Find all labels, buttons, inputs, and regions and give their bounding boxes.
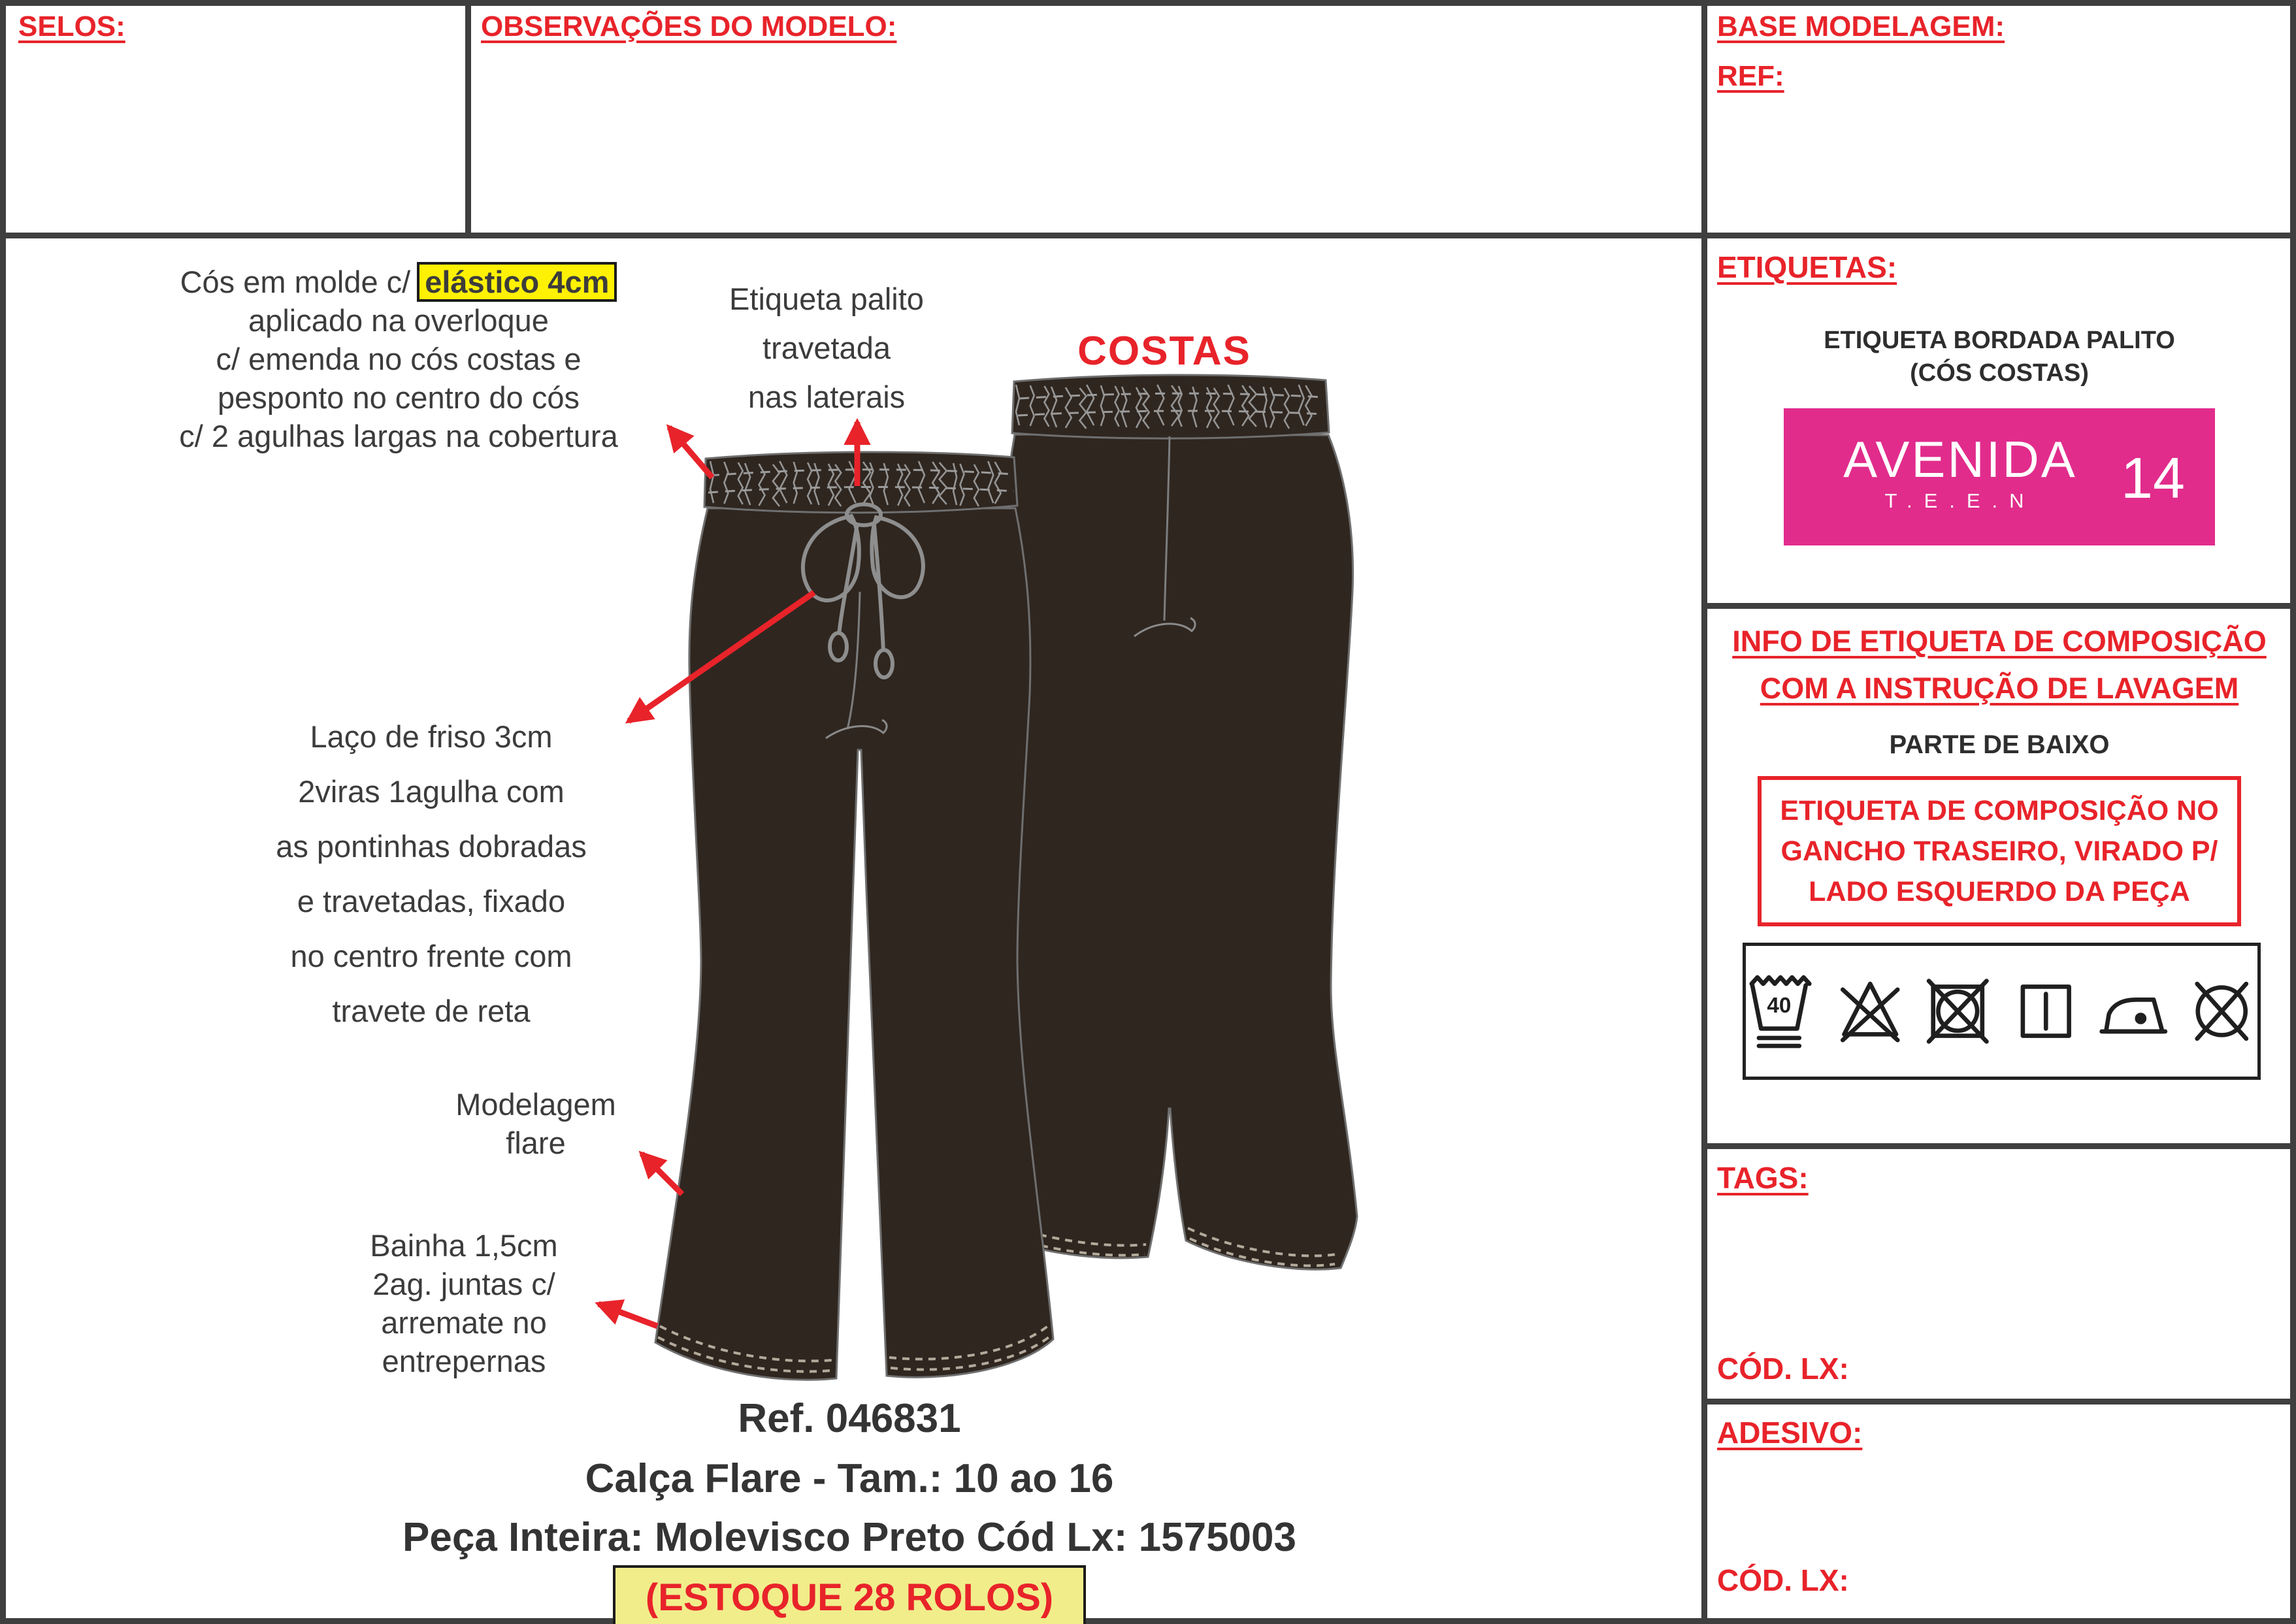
brand-label-size: 14: [2121, 446, 2185, 510]
annotation-cos-line4: pesponto no centro do cós: [218, 380, 580, 415]
front-pants-outline: [655, 452, 1053, 1380]
info-composicao-heading: INFO DE ETIQUETA DE COMPOSIÇÃO COM A INSTRUÇÃO DE LAVAGEM: [1732, 625, 2267, 705]
estoque-badge: (ESTOQUE 28 ROLOS): [613, 1565, 1086, 1624]
footer-ref: Ref. 046831: [738, 1396, 961, 1441]
care-symbols-box: [1743, 943, 2261, 1080]
cod-lx-adesivo: CÓD. LX:: [1717, 1563, 1849, 1597]
back-waistband: [1012, 375, 1329, 438]
annotation-cos-line2: aplicado na overloque: [248, 303, 549, 338]
iron-low-icon: [2097, 962, 2170, 1060]
annotation-cos-line5: c/ 2 agulhas largas na cobertura: [179, 419, 618, 453]
annotation-cos-pre: Cós em molde c/: [180, 265, 411, 299]
annotation-laco: Laço de friso 3cm 2viras 1agulha com as pontinhas dobradas e travetadas, fixado no centro frente com travete de reta: [276, 719, 587, 1028]
drip-dry-icon: [2010, 962, 2082, 1060]
tags-header: TAGS:: [1717, 1161, 1809, 1195]
annotation-modelagem: Modelagem flare: [455, 1087, 616, 1160]
brand-subname: T.E.E.N: [1884, 489, 2036, 512]
annotation-bainha: Bainha 1,5cm 2ag. juntas c/ arremate no entrepernas: [370, 1228, 558, 1378]
costas-label: COSTAS: [1077, 329, 1251, 374]
back-pants-outline: [999, 375, 1357, 1269]
no-dry-clean-icon: [2186, 962, 2258, 1060]
adesivo-header: ADESIVO:: [1717, 1416, 1863, 1450]
parte-de-baixo-label: PARTE DE BAIXO: [1889, 730, 2110, 759]
no-tumble-dry-icon: [1922, 962, 1994, 1060]
brand-name: AVENIDA: [1843, 430, 2077, 488]
annotation-cos-line3: c/ emenda no cós costas e: [216, 342, 582, 376]
ref-header: REF:: [1717, 60, 1784, 92]
footer-material: Peça Inteira: Molevisco Preto Cód Lx: 1575003: [402, 1515, 1296, 1560]
cod-lx-tags: CÓD. LX:: [1717, 1352, 1849, 1386]
annotation-cos: [111, 263, 686, 455]
footer-description: Calça Flare - Tam.: 10 ao 16: [585, 1456, 1114, 1501]
annotation-cos-line1: [111, 263, 686, 301]
etiqueta-bordada-caption: ETIQUETA BORDADA PALITO (CÓS COSTAS): [1824, 327, 2175, 387]
brand-label: [1784, 408, 2215, 545]
svg-text:40: 40: [1767, 994, 1792, 1018]
composicao-instruction-box: ETIQUETA DE COMPOSIÇÃO NO GANCHO TRASEIRO, VIRADO P/ LADO ESQUERDO DA PEÇA: [1758, 776, 2241, 926]
annotation-etiqueta-palito: Etiqueta palito travetada nas laterais: [729, 282, 924, 414]
etiquetas-header: ETIQUETAS:: [1717, 250, 1897, 284]
selos-header: SELOS:: [18, 10, 125, 42]
observacoes-header: OBSERVAÇÕES DO MODELO:: [481, 10, 897, 42]
base-modelagem-header: BASE MODELAGEM:: [1717, 10, 2005, 42]
brand-label-text: [1829, 430, 2091, 513]
annotation-cos-highlight: elástico 4cm: [417, 262, 617, 302]
no-bleach-icon: [1834, 962, 1907, 1060]
footer-estoque-wrap: [294, 1565, 1405, 1624]
wash-40-icon: [1746, 962, 1818, 1060]
